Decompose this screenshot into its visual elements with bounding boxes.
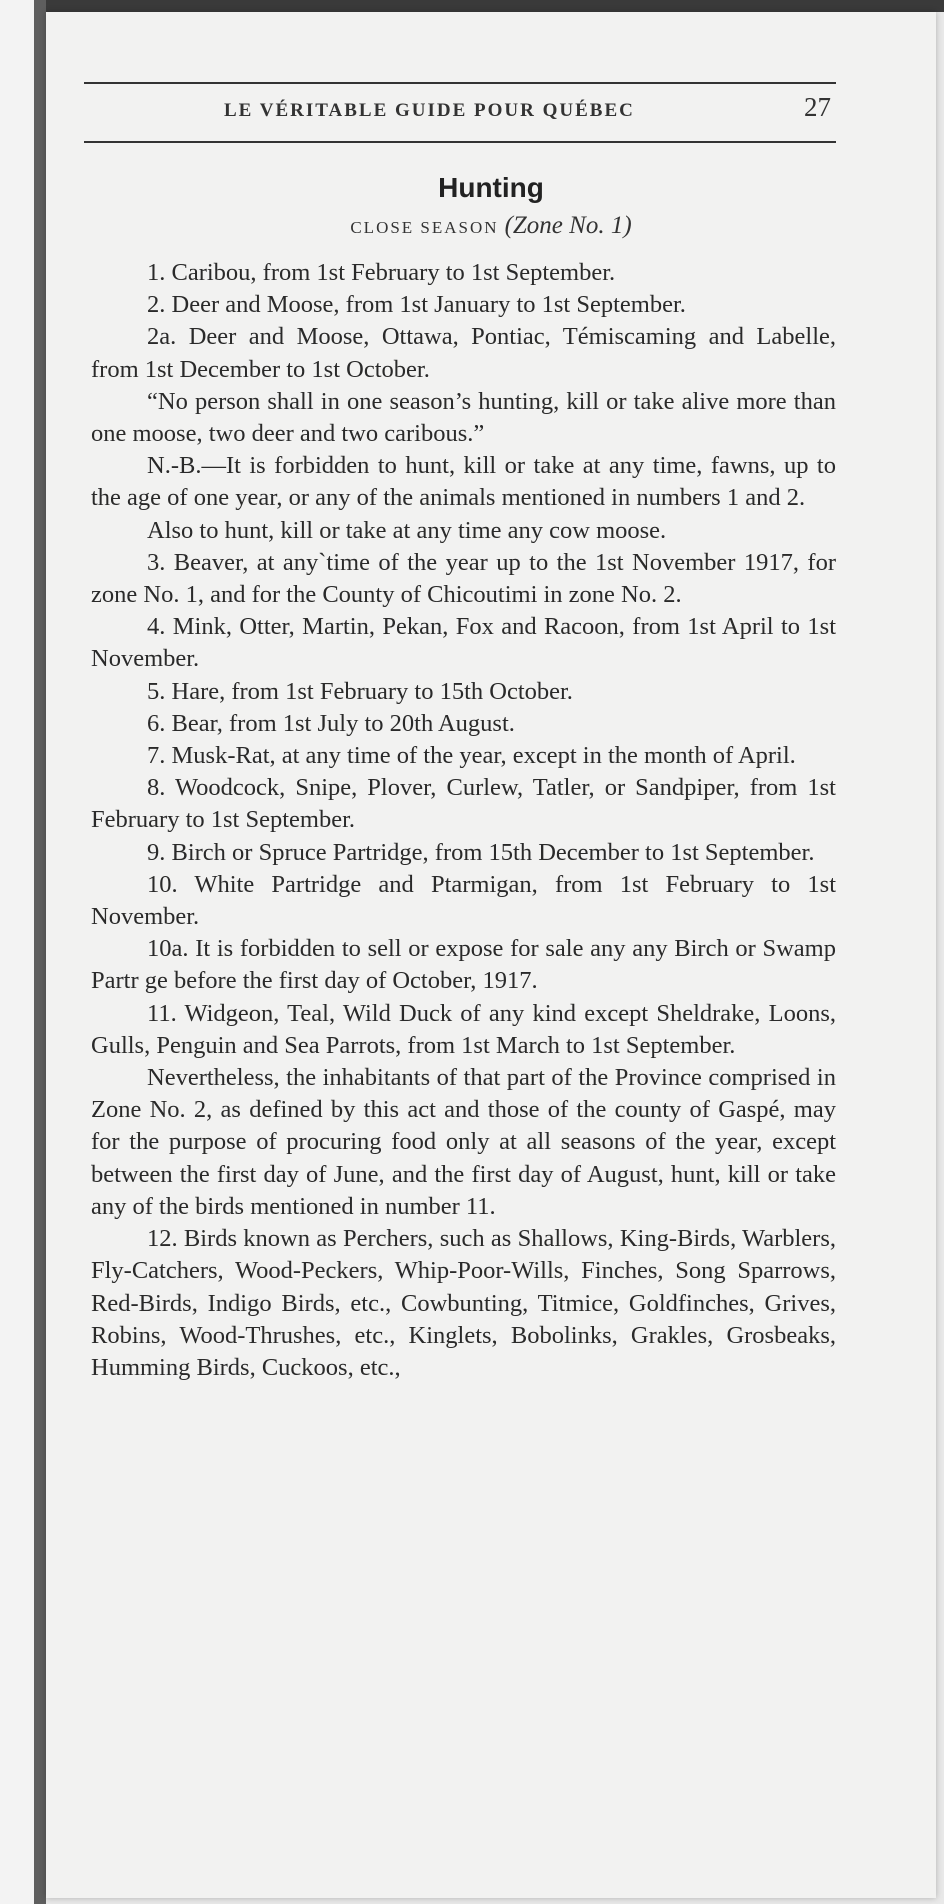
paragraph: 6. Bear, from 1st July to 20th August. xyxy=(147,709,515,737)
paragraph: 1. Caribou, from 1st February to 1st September. xyxy=(147,259,616,286)
paragraph: 7. Musk-Rat, at any time of the year, except in the month of April. xyxy=(147,742,796,770)
paragraph: 12. Birds known as Perchers, such as Shallows, King-Birds, Warblers, Fly-Catchers, Wood-Peckers, Whip-Poor-Wills, Finches, Song Sparrows, Red-Birds, Indigo Birds, etc., Cowbunting, Titmice, Goldfinches, Grives, Robins, Wood-Thrushes, etc., Kinglets, Bobolinks, Grakles, Grosbeaks, Humming Birds, Cuckoos, etc., xyxy=(91,1225,836,1381)
paragraph: 11. Widgeon, Teal, Wild Duck of any kind except Sheldrake, Loons, Gulls, Penguin and Sea Parrots, from 1st March to 1st September. xyxy=(91,999,836,1059)
paragraph: 10. White Partridge and Ptarmigan, from 1st February to 1st November. xyxy=(91,870,836,931)
paragraph: 2. Deer and Moose, from 1st January to 1st September. xyxy=(147,291,686,319)
section-title: Hunting xyxy=(438,172,544,203)
paragraph: N.-B.—It is forbidden to hunt, kill or take at any time, fawns, up to the age of one year, or any of the animals mentioned in numbers 1 and 2. xyxy=(91,452,836,512)
page-gutter-shadow xyxy=(34,0,46,1904)
running-title: LE VÉRITABLE GUIDE POUR QUÉBEC xyxy=(224,100,635,121)
paragraph: 9. Birch or Spruce Partridge, from 15th December to 1st September. xyxy=(147,838,815,866)
paragraph: 5. Hare, from 1st February to 15th October. xyxy=(147,677,573,705)
subtitle-label: CLOSE SEASON xyxy=(350,218,499,237)
section-subtitle xyxy=(46,212,936,240)
paragraph: Nevertheless, the inhabitants of that part of the Province comprised in Zone No. 2, as defined by this act and those of the county of Gaspé, may for the purpose of procuring food only at all seasons of the year, except between the first day of June, and the first day of August, hunt, kill or take any of the birds mentioned in number 11. xyxy=(91,1064,836,1220)
page-number: 27 xyxy=(804,92,831,122)
subtitle-zone: (Zone No. 1) xyxy=(504,212,632,239)
paragraph: 4. Mink, Otter, Martin, Pekan, Fox and Racoon, from 1st April to 1st November. xyxy=(91,613,836,673)
paragraph: Also to hunt, kill or take at any time any cow moose. xyxy=(147,516,667,544)
header-rule-bottom xyxy=(84,141,836,143)
header-rule-top xyxy=(84,82,836,84)
paragraph: 8. Woodcock, Snipe, Plover, Curlew, Tatler, or Sandpiper, from 1st February to 1st September. xyxy=(91,774,836,834)
scan-border-top xyxy=(0,0,944,12)
body-text xyxy=(91,257,836,1384)
paragraph: “No person shall in one season’s hunting, kill or take alive more than one moose, two deer and two caribous.” xyxy=(91,387,836,448)
book-page xyxy=(46,12,936,1898)
paragraph: 10a. It is forbidden to sell or expose for sale any any Birch or Swamp Partr ge before the first day of October, 1917. xyxy=(91,935,836,995)
scan-border-left xyxy=(0,0,34,1904)
paragraph: 2a. Deer and Moose, Ottawa, Pontiac, Témiscaming and Labelle, from 1st December to 1st October. xyxy=(91,323,836,383)
paragraph: 3. Beaver, at any`time of the year up to the 1st November 1917, for zone No. 1, and for the County of Chicoutimi in zone No. 2. xyxy=(91,548,836,609)
